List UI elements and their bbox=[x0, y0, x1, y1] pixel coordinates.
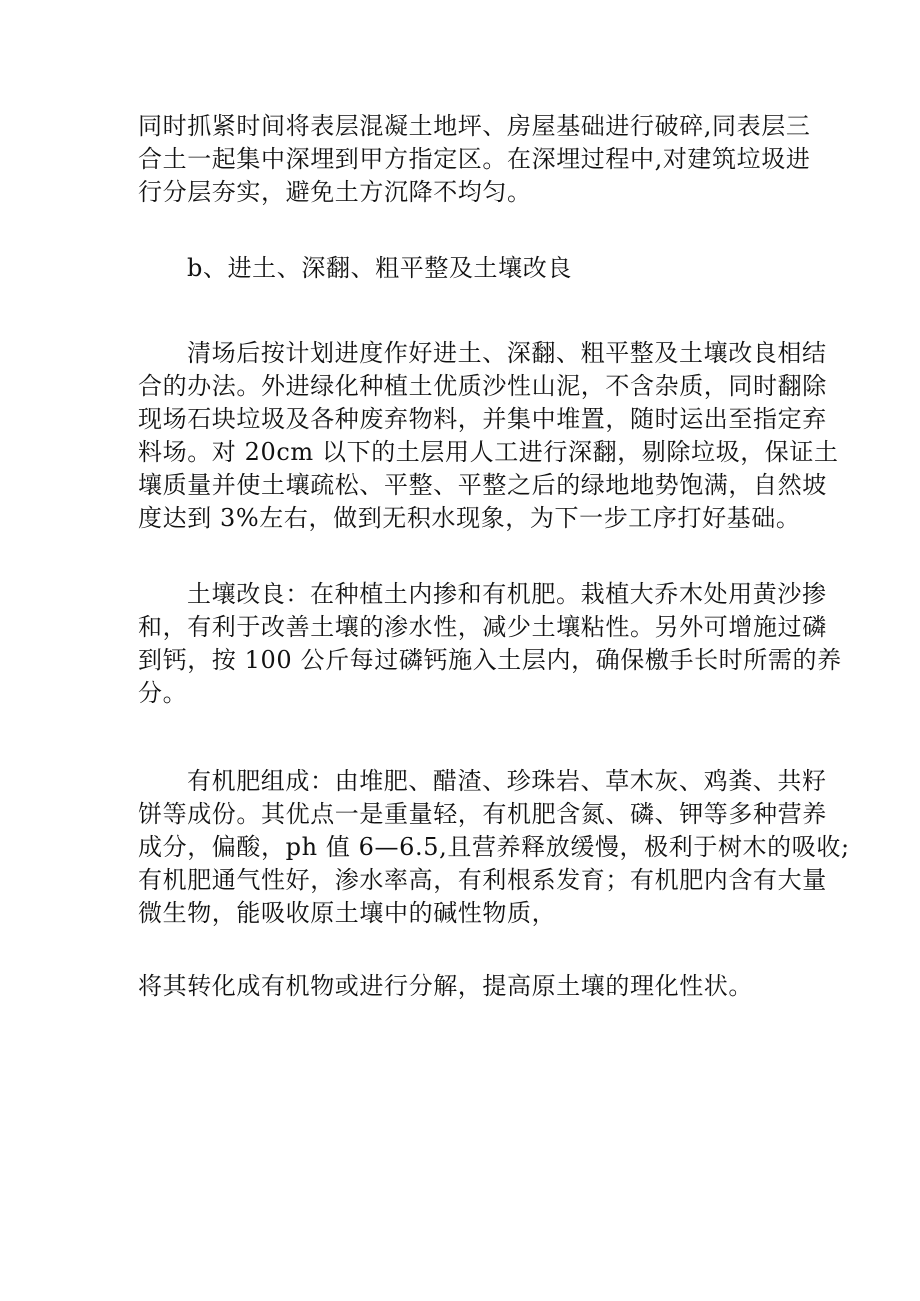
paragraph-line: 成分，偏酸，ph 值 6—6.5,且营养释放缓慢，极利于树木的吸收; bbox=[138, 833, 850, 861]
paragraph-line: 到钙，按 100 公斤每过磷钙施入土层内，确保檄手长时所需的养 bbox=[138, 646, 842, 674]
paragraph-line: 现场石块垃圾及各种废弃物料，并集中堆置，随时运出至指定弃 bbox=[138, 405, 827, 433]
paragraph-line: 料场。对 20cm 以下的土层用人工进行深翻，剔除垃圾，保证土 bbox=[138, 438, 839, 466]
paragraph-line: 壤质量并使土壤疏松、平整、平整之后的绿地地势饱满，自然坡 bbox=[138, 471, 827, 499]
paragraph-line: 同时抓紧时间将表层混凝土地坪、房屋基础进行破碎,同表层三 bbox=[138, 112, 811, 140]
heading-line: b、进土、深翻、粗平整及土壤改良 bbox=[187, 254, 572, 282]
paragraph-line: 合土一起集中深埋到甲方指定区。在深埋过程中,对建筑垃圾进 bbox=[138, 145, 811, 173]
paragraph-line: 微生物，能吸收原土壤中的碱性物质， bbox=[138, 899, 557, 927]
paragraph-line: 行分层夯实，避免土方沉降不均匀。 bbox=[138, 178, 532, 206]
paragraph-line: 清场后按计划进度作好进土、深翻、粗平整及土壤改良相结 bbox=[187, 339, 827, 367]
paragraph-line: 有机肥组成：由堆肥、醋渣、珍珠岩、草木灰、鸡粪、共籽 bbox=[187, 767, 827, 795]
paragraph-line: 将其转化成有机物或进行分解，提高原土壤的理化性状。 bbox=[138, 972, 753, 1000]
paragraph-line: 有机肥通气性好，渗水率高，有利根系发育；有机肥内含有大量 bbox=[138, 866, 827, 894]
paragraph-line: 合的办法。外进绿化种植土优质沙性山泥，不含杂质，同时翻除 bbox=[138, 372, 827, 400]
paragraph-line: 饼等成份。其优点一是重量轻，有机肥含氮、磷、钾等多种营养 bbox=[138, 800, 827, 828]
paragraph-line: 和，有利于改善土壤的渗水性，减少土壤粘性。另外可增施过磷 bbox=[138, 613, 827, 641]
paragraph-line: 分。 bbox=[138, 679, 188, 707]
paragraph-line: 土壤改良：在种植土内掺和有机肥。栽植大乔木处用黄沙掺 bbox=[187, 580, 827, 608]
paragraph-line: 度达到 3%左右，做到无积水现象，为下一步工序打好基础。 bbox=[138, 504, 801, 532]
